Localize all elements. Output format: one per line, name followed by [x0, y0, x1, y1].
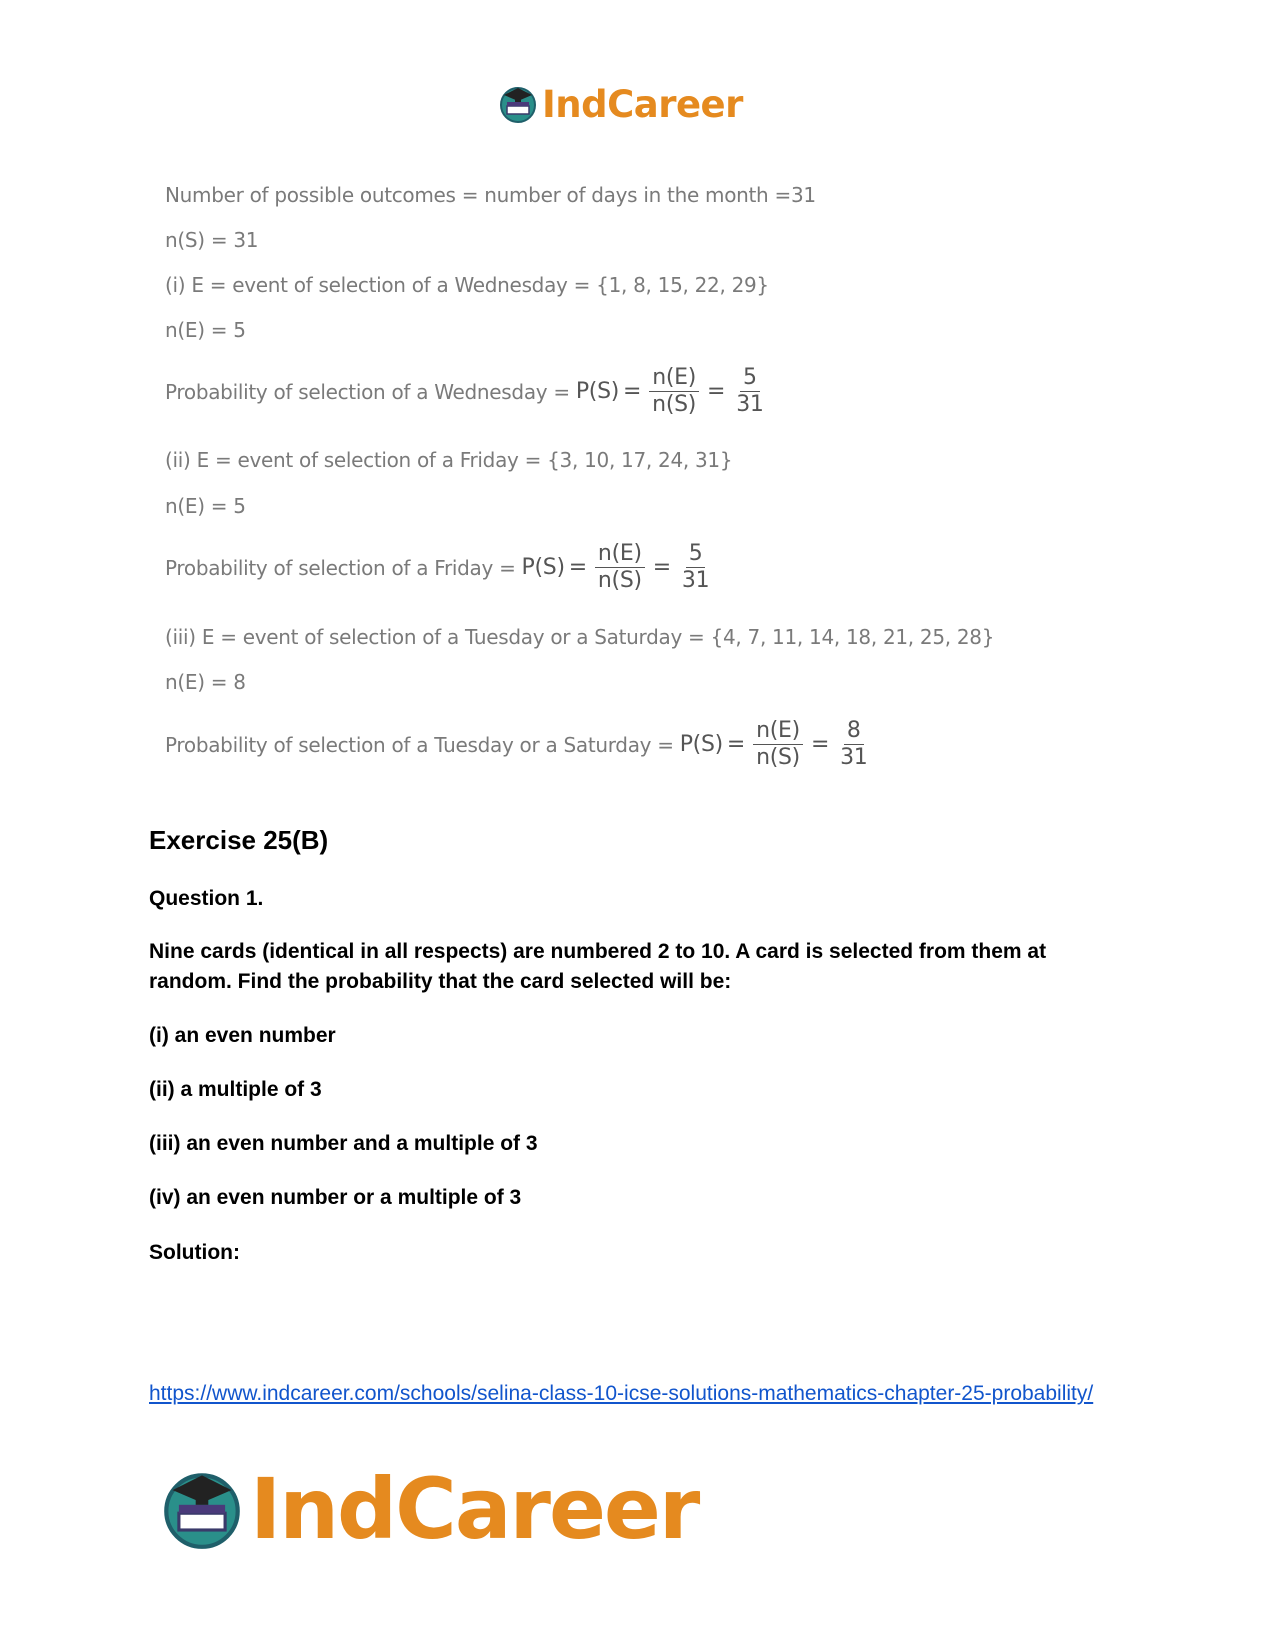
fraction-denominator: 31 — [736, 392, 764, 417]
question-text: Nine cards (identical in all respects) are numbered 2 to 10. A card is selected from them at random. Find the probability that the card selected will be: — [149, 940, 1047, 993]
probability-label: Probability of selection of a Wednesday = — [165, 379, 570, 404]
fraction-numerator: n(E) — [595, 541, 645, 568]
graduation-globe-icon — [160, 1467, 244, 1551]
ne-over-ns-fraction — [649, 365, 699, 418]
probability-label: Probability of selection of a Friday = — [165, 555, 516, 580]
solution-label: Solution: — [149, 1241, 240, 1264]
ps-symbol: P(S) — [679, 732, 723, 757]
brand-name: IndCareer — [250, 1460, 699, 1558]
ps-symbol: P(S) — [521, 555, 565, 580]
graduation-globe-icon — [498, 84, 538, 124]
wednesday-ne-line: n(E) = 5 — [165, 318, 246, 342]
result-fraction — [837, 718, 870, 771]
fraction-denominator: n(S) — [756, 745, 800, 770]
equals-sign: = — [652, 555, 671, 580]
fraction-denominator: n(S) — [652, 392, 697, 417]
equals-sign: = — [707, 379, 726, 404]
source-url-link[interactable]: https://www.indcareer.com/schools/selina-class-10-icse-solutions-mathematics-chapter-25-probability/ — [149, 1382, 1094, 1405]
question-part: (iii) an even number and a multiple of 3 — [149, 1132, 538, 1155]
question-label: Question 1. — [149, 887, 264, 910]
outcomes-line: Number of possible outcomes = number of days in the month =31 — [165, 183, 816, 207]
tuesday-saturday-event-line: (iii) E = event of selection of a Tuesday or a Saturday = {4, 7, 11, 14, 18, 21, 25, 28} — [165, 625, 995, 649]
equals-sign: = — [810, 732, 830, 757]
ne-over-ns-fraction — [595, 541, 645, 594]
fraction-denominator: 31 — [681, 568, 710, 593]
ps-symbol: P(S) — [575, 379, 620, 404]
header-logo — [498, 80, 743, 128]
friday-probability-line — [165, 541, 716, 594]
result-fraction — [733, 365, 766, 418]
exercise-heading: Exercise 25(B) — [149, 825, 329, 855]
fraction-denominator: 31 — [840, 745, 868, 770]
friday-event-line: (ii) E = event of selection of a Friday = {3, 10, 17, 24, 31} — [165, 448, 733, 472]
equals-sign: = — [623, 379, 642, 404]
fraction-numerator: n(E) — [649, 365, 699, 392]
tuesday-saturday-probability-line — [165, 718, 874, 771]
equals-sign: = — [568, 555, 587, 580]
wednesday-probability-line — [165, 365, 771, 418]
wednesday-event-line: (i) E = event of selection of a Wednesday = {1, 8, 15, 22, 29} — [165, 273, 769, 297]
question-part: (ii) a multiple of 3 — [149, 1078, 322, 1101]
ns-line: n(S) = 31 — [165, 228, 259, 252]
fraction-numerator: 5 — [686, 541, 706, 568]
brand-name: IndCareer — [542, 82, 743, 126]
fraction-numerator: n(E) — [753, 718, 803, 745]
friday-ne-line: n(E) = 5 — [165, 494, 246, 518]
question-part: (iv) an even number or a multiple of 3 — [149, 1186, 522, 1209]
fraction-denominator: n(S) — [597, 568, 642, 593]
tuesday-saturday-ne-line: n(E) = 8 — [165, 670, 246, 694]
probability-label: Probability of selection of a Tuesday or a Saturday = — [165, 732, 674, 757]
result-fraction — [679, 541, 712, 594]
question-part: (i) an even number — [149, 1024, 336, 1047]
equals-sign: = — [726, 732, 746, 757]
fraction-numerator: 5 — [740, 365, 760, 392]
ne-over-ns-fraction — [753, 718, 803, 771]
footer-logo — [160, 1460, 699, 1558]
fraction-numerator: 8 — [844, 718, 864, 745]
